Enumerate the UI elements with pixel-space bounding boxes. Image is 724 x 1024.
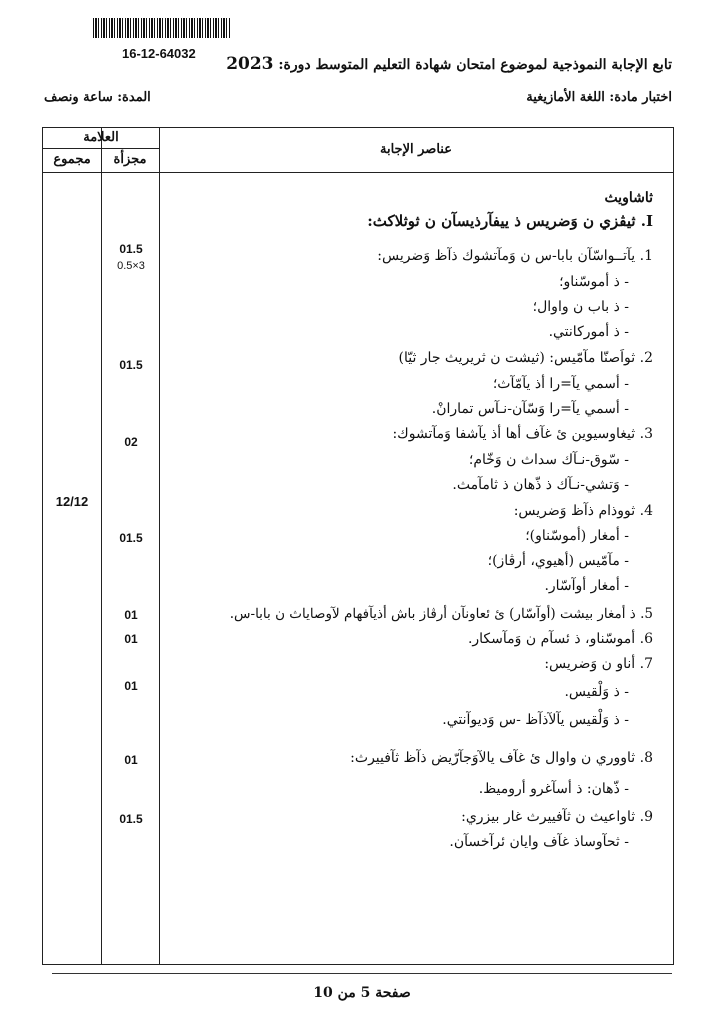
answer-line: - ذ أموسّناو؛ xyxy=(559,274,629,290)
answer-text: ذ باب ن واوال؛ xyxy=(532,299,620,315)
mark-q3: 02 xyxy=(124,435,138,449)
header-divider xyxy=(43,172,673,173)
answer-text: ذ وَلْقيس. xyxy=(564,684,620,700)
marks-header: العلامة xyxy=(83,130,119,145)
answer-text: ثحآوساذ غآف وايان ئرآخسآن. xyxy=(449,834,620,850)
footer-divider xyxy=(52,973,672,974)
question-2: 2. ثواَصنّا مآمّيس: (ثيشت ن ثريريث جار ثيّا) xyxy=(398,350,653,366)
answer-line: - ذّهان: ذ أسآغرو أروميظ. xyxy=(478,781,629,797)
mark-q1-detail: 0.5×3 xyxy=(117,260,145,272)
mark-q5: 01 xyxy=(124,608,138,622)
mark-q9: 01.5 xyxy=(119,812,143,826)
col-total-header: مجموع xyxy=(53,152,91,167)
answer-line: - ذ باب ن واوال؛ xyxy=(532,299,629,315)
answer-table xyxy=(42,127,674,965)
question-6: 6. أموسّناو، ذ ئسآم ن وَمآسكار. xyxy=(467,631,653,647)
answer-text: أسمي يآ=را أذ يآمّآث؛ xyxy=(492,376,620,392)
question-7: 7. أناو ن وَضريس: xyxy=(544,656,653,672)
question-3: 3. ثيغاوسيوين ئ غآف أها أذ يآشفا وَمآتشوك: xyxy=(392,426,653,442)
answer-line: - أمغار (أموسّناو)؛ xyxy=(525,528,629,544)
mark-q6: 01 xyxy=(124,632,138,646)
question-4: 4. ثووذام ذآظ وَضريس: xyxy=(513,503,653,519)
mark-q8: 01 xyxy=(124,753,138,767)
mark-q7: 01 xyxy=(124,679,138,693)
answer-line: - ثحآوساذ غآف وايان ئرآخسآن. xyxy=(449,834,629,850)
document-code: 16-12-64032 xyxy=(122,46,196,61)
col-answers-header: عناصر الإجابة xyxy=(380,142,452,157)
answer-text: وَتشي-نـآك ذ ذّهان ذ ثامآمث. xyxy=(452,477,620,493)
answer-line: - أسمي يآ=را وَسّآن-نـآس تمارانْ. xyxy=(431,401,629,417)
answer-line: - ذ أموركانتي. xyxy=(548,324,629,340)
answer-text: ذ أموركانتي. xyxy=(548,324,620,340)
answer-line: - سّوق-نـآك سداث ن وَخّام؛ xyxy=(468,452,629,468)
language-label: ثاشاويث xyxy=(604,190,653,206)
answer-text: ذ أموسّناو؛ xyxy=(559,274,620,290)
subject-line: اختبار مادة: اللغة الأمازيغية xyxy=(526,90,672,105)
answer-text: ذ وَلْقيس يآلآذآظ -س وَديوآنتي. xyxy=(442,712,620,728)
marks-header-divider xyxy=(43,148,159,149)
page-number: صفحة 5 من 10 xyxy=(313,985,411,1001)
question-9: 9. ثاواعيث ن ثآفييرث غار بيزري: xyxy=(461,809,653,825)
answer-text: سّوق-نـآك سداث ن وَخّام؛ xyxy=(468,452,620,468)
answer-line: - مآمّيس (أهيوي، أرڤاز)؛ xyxy=(487,553,629,569)
answer-line: - ذ وَلْقيس. xyxy=(564,684,629,700)
section-title: I. ثيڤزي ن وَضريس ذ ييفآرذيسآن ن ثوثلاكث: xyxy=(367,212,653,230)
duration-line: المدة: ساعة ونصف xyxy=(44,90,151,105)
answer-text: أمغار (أموسّناو)؛ xyxy=(525,528,620,544)
barcode xyxy=(93,18,230,38)
answer-line: - وَتشي-نـآك ذ ذّهان ذ ثامآمث. xyxy=(452,477,629,493)
answer-text: أمغار أوآسّار. xyxy=(544,578,620,594)
answer-text: أسمي يآ=را وَسّآن-نـآس تمارانْ. xyxy=(431,401,620,417)
mark-q1: 01.5 xyxy=(119,242,143,256)
total-score: 12/12 xyxy=(55,494,89,509)
exam-title xyxy=(226,54,672,74)
exam-title-text: تابع الإجابة النموذجية لموضوع امتحان شهادة التعليم المتوسط دورة: xyxy=(278,57,672,73)
question-1: 1. يآتــواسّآن بابا-س ن وَمآتشوك ذآظ وَضريس: xyxy=(377,248,653,264)
question-8: 8. ثاووري ن واوال ئ غآف يالآوَجآرّيض ذآظ ثآفييرث: xyxy=(350,750,653,766)
answer-line: - أمغار أوآسّار. xyxy=(544,578,629,594)
answer-line: - أسمي يآ=را أذ يآمّآث؛ xyxy=(492,376,629,392)
answer-text: مآمّيس (أهيوي، أرڤاز)؛ xyxy=(487,553,620,569)
answer-line: - ذ وَلْقيس يآلآذآظ -س وَديوآنتي. xyxy=(442,712,629,728)
question-5: 5. ذ أمغار بيشت (أوآسّار) ئ ئعاونآن أرڤاز باش أذيآفهام لآوصاياث ن بابا-س. xyxy=(229,606,653,622)
exam-year: 2023 xyxy=(226,54,274,74)
col-partial-header: مجزأة xyxy=(113,152,147,167)
answer-text: ذّهان: ذ أسآغرو أروميظ. xyxy=(478,781,620,797)
mark-q4: 01.5 xyxy=(119,531,143,545)
mark-q2: 01.5 xyxy=(119,358,143,372)
